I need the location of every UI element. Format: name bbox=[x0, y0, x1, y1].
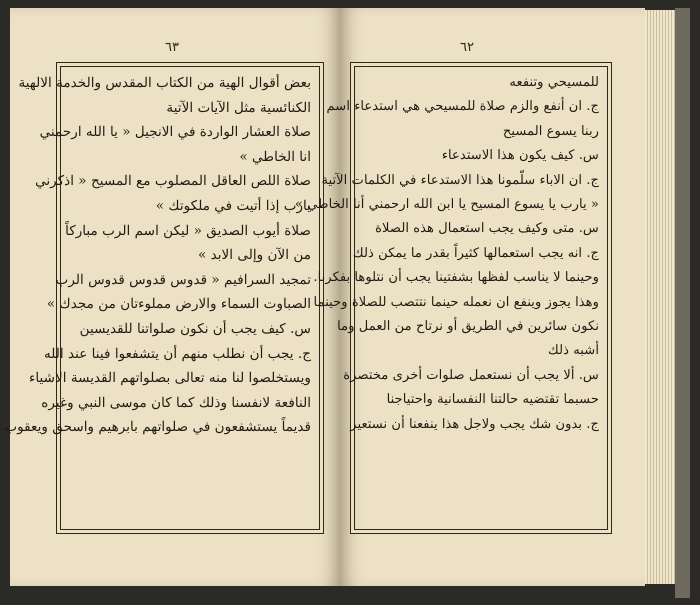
right-page-text bbox=[294, 71, 599, 437]
text-line: وهذا يجوز وينفع ان نعمله حينما نتتصب للصلاة وحينما bbox=[313, 294, 599, 310]
text-line: س. ألا يجب أن نستعمل صلوات أخرى مختصرة bbox=[343, 367, 599, 383]
text-line: الكنائسية مثل الآيات الآتية bbox=[166, 99, 311, 116]
right-page-number: ٦٢ bbox=[460, 40, 474, 55]
text-line: حسبما تقتضيه حالتنا النفسانية واحتياجنا bbox=[386, 392, 599, 408]
text-line: ج. ان الاباء سلّمونا هذا الاستدعاء في الكلمات الآتية bbox=[321, 172, 599, 188]
open-book bbox=[4, 8, 690, 598]
text-line: صلاة اللص العاقل المصلوب مع المسيح « اذكرني bbox=[35, 173, 311, 190]
page-edges bbox=[645, 10, 677, 584]
text-line: ج. بدون شك يجب ولاجل هذا ينفعنا أن نستعير bbox=[350, 416, 599, 432]
right-text-frame bbox=[294, 66, 608, 530]
text-line: يارب إذا أتيت في ملكوتك » bbox=[155, 197, 311, 214]
left-page bbox=[4, 8, 340, 586]
text-line: س. متى وكيف يجب استعمال هذه الصلاة bbox=[375, 221, 599, 237]
text-line: وحينما لا يناسب لفظها بشفتينا يجب أن نتلوها بفكرنا. bbox=[313, 270, 599, 286]
text-line: قديماً يستشفعون في صلواتهم بابرهيم واسحق ويعقوب bbox=[4, 419, 311, 436]
text-line: ويستخلصوا لنا منه تعالى بصلواتهم القديسة الاشياء bbox=[28, 370, 311, 387]
text-line: صلاة أيوب الصديق « ليكن اسم الرب مباركاً bbox=[65, 222, 311, 239]
text-line: للمسيحي وتنفعه bbox=[509, 75, 599, 90]
text-line: من الآن وإلى الابد » bbox=[197, 247, 311, 264]
text-line: ج. انه يجب استعمالها كثيراً بقدر ما يمكن ذلك bbox=[352, 245, 599, 261]
right-page bbox=[294, 8, 645, 586]
text-line: ج. يجب أن نطلب منهم أن يتشفعوا فينا عند الله bbox=[43, 345, 311, 362]
left-text-frame bbox=[4, 66, 320, 530]
text-line: انا الخاطي » bbox=[239, 148, 311, 165]
text-line: الصباوت السماء والارض مملوءتان من مجدك » bbox=[46, 296, 311, 313]
text-line: س. كيف يجب أن نكون صلواتنا للقديسين bbox=[79, 320, 311, 337]
left-page-text bbox=[4, 71, 311, 440]
text-line: بعض أقوال الهية من الكتاب المقدس والخدمة الالهية bbox=[18, 75, 311, 91]
left-page-number: ٦٣ bbox=[165, 40, 179, 55]
text-line: صلاة العشار الواردة في الانجيل « يا الله ارحمني bbox=[39, 124, 311, 141]
text-line: « يارب يا يسوع المسيح يا ابن الله ارحمني أنا الخاطي » bbox=[294, 197, 599, 213]
text-line: النافعة لانفسنا وذلك كما كان موسى النبي وغيره bbox=[41, 394, 311, 411]
text-line: ج. ان أنفع والزم صلاة للمسيحي هي استدعاء اسم bbox=[326, 99, 599, 115]
text-line: نكون سائرين في الطريق أو نرتاح من العمل وما bbox=[337, 319, 599, 335]
text-line: ربنا يسوع المسيح bbox=[502, 123, 599, 139]
text-line: س. كيف يكون هذا الاستدعاء bbox=[441, 148, 599, 164]
text-line: أشبه ذلك bbox=[548, 343, 599, 359]
book-cover-edge bbox=[675, 8, 690, 598]
text-line: تمجيد السرافيم « قدوس قدوس قدوس الرب bbox=[55, 271, 311, 288]
